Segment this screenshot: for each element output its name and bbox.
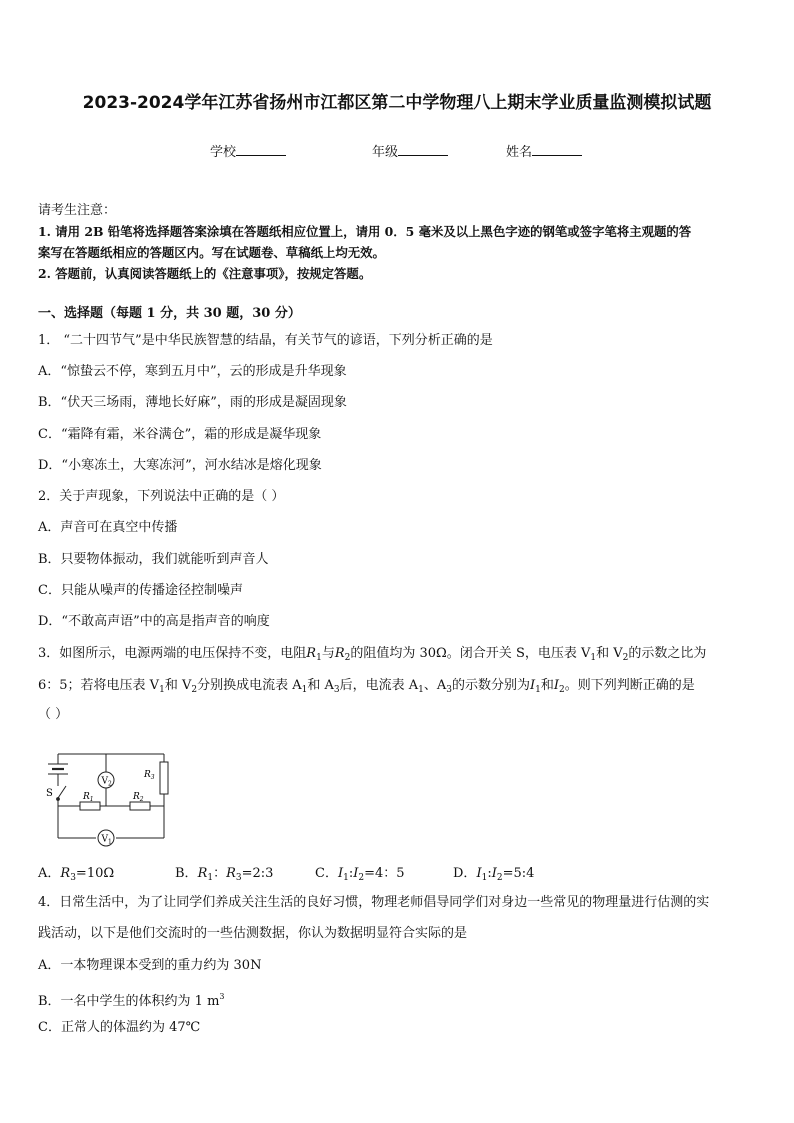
- q1-option-c: C．“霜降有霜，米谷满仓”，霜的形成是凝华现象: [38, 427, 322, 442]
- name-blank: [532, 143, 582, 156]
- q1-stem: 1． “二十四节气”是中华民族智慧的结晶，有关节气的谚语，下列分析正确的是: [38, 333, 493, 348]
- q4-option-b: B．一名中学生的体积约为 1 $m^3$: [38, 992, 225, 1009]
- school-field: [210, 141, 286, 160]
- q3-option-b: B．$R_1$：$R_3=2:3$: [175, 866, 274, 883]
- grade-field: [372, 141, 448, 160]
- circuit-diagram: [36, 742, 176, 847]
- resistor-r2: [130, 802, 150, 810]
- school-label: 学校: [210, 145, 237, 160]
- q3-option-a: A．$R_3=10\Omega$: [38, 866, 115, 883]
- switch-symbol: [57, 786, 66, 800]
- q2-stem: 2．关于声现象，下列说法中正确的是（ ）: [38, 489, 285, 504]
- q1-option-a: A．“惊蛰云不停，寒到五月中”，云的形成是升华现象: [38, 364, 347, 379]
- notice-item-1-line-1: 1. 请用 2B 铅笔将选择题答案涂填在答题纸相应位置上，请用 0．5 毫米及以上黑色字迹的钢笔或签字笔将主观题的答: [38, 224, 692, 239]
- q2-option-d: D．“不敢高声语”中的高是指声音的响度: [38, 614, 270, 629]
- q4-stem-line-1: 4．日常生活中，为了让同学们养成关注生活的良好习惯，物理老师倡导同学们对身边一些常见的物理量进行估测的实: [38, 895, 710, 910]
- v2-label: $V_2$: [101, 776, 112, 788]
- r2-label: $R_2$: [133, 792, 144, 803]
- q1-option-b: B．“伏天三场雨，薄地长好麻”，雨的形成是凝固现象: [38, 395, 347, 410]
- q4-option-a: A．一本物理课本受到的重力约为 30N: [38, 958, 262, 973]
- grade-label: 年级: [372, 145, 399, 160]
- name-field: [506, 141, 582, 160]
- section-heading: 一、选择题（每题 1 分，共 30 题，30 分）: [38, 306, 301, 321]
- resistor-r1: [80, 802, 100, 810]
- notice-item-2: 2. 答题前，认真阅读答题纸上的《注意事项》，按规定答题。: [38, 266, 372, 281]
- q4-stem-line-2: 践活动，以下是他们交流时的一些估测数据，你认为数据明显符合实际的是: [38, 926, 468, 941]
- grade-blank: [398, 143, 448, 156]
- q2-option-b: B．只要物体振动，我们就能听到声音人: [38, 552, 269, 567]
- name-label: 姓名: [506, 145, 533, 160]
- q3-option-c: C．$I_1:I_2=4$：5: [315, 866, 405, 883]
- notice-heading: 请考生注意：: [38, 203, 117, 218]
- q3-stem-line-1: 3．如图所示，电源两端的电压保持不变，电阻$R_1$与$R_2$的阻值均为 30Ω。闭合开关 S，电压表 $V_1$和 $V_2$的示数之比为: [38, 646, 707, 663]
- q4-option-c: C．正常人的体温约为 47℃: [38, 1020, 201, 1035]
- q1-option-d: D．“小寒冻土，大寒冻河”，河水结冰是熔化现象: [38, 458, 322, 473]
- notice-item-1-line-2: 案写在答题纸相应的答题区内。写在试题卷、草稿纸上均无效。: [38, 245, 385, 260]
- r1-label: $R_1$: [83, 792, 94, 803]
- exam-title: 2023-2024学年江苏省扬州市江都区第二中学物理八上期末学业质量监测模拟试题: [82, 93, 712, 113]
- switch-label: S: [46, 788, 53, 799]
- r3-label: $R_3$: [144, 770, 155, 781]
- battery-symbol: [48, 764, 68, 774]
- q3-stem-line-2: 6：5；若将电压表 $V_1$和 $V_2$分别换成电流表 $A_1$和 $A_3$后，电流表 $A_1$、$A_3$的示数分别为$I_1$和$I_2$。则下列判断正确的是: [38, 678, 695, 695]
- q3-option-d: D．$I_1:I_2=5:4$: [453, 866, 535, 883]
- q3-stem-line-3: （ ）: [38, 707, 69, 722]
- resistor-r3: [160, 762, 168, 794]
- v1-label: $V_1$: [101, 834, 112, 846]
- q2-option-a: A．声音可在真空中传播: [38, 520, 178, 535]
- q2-option-c: C．只能从噪声的传播途径控制噪声: [38, 583, 243, 598]
- school-blank: [236, 143, 286, 156]
